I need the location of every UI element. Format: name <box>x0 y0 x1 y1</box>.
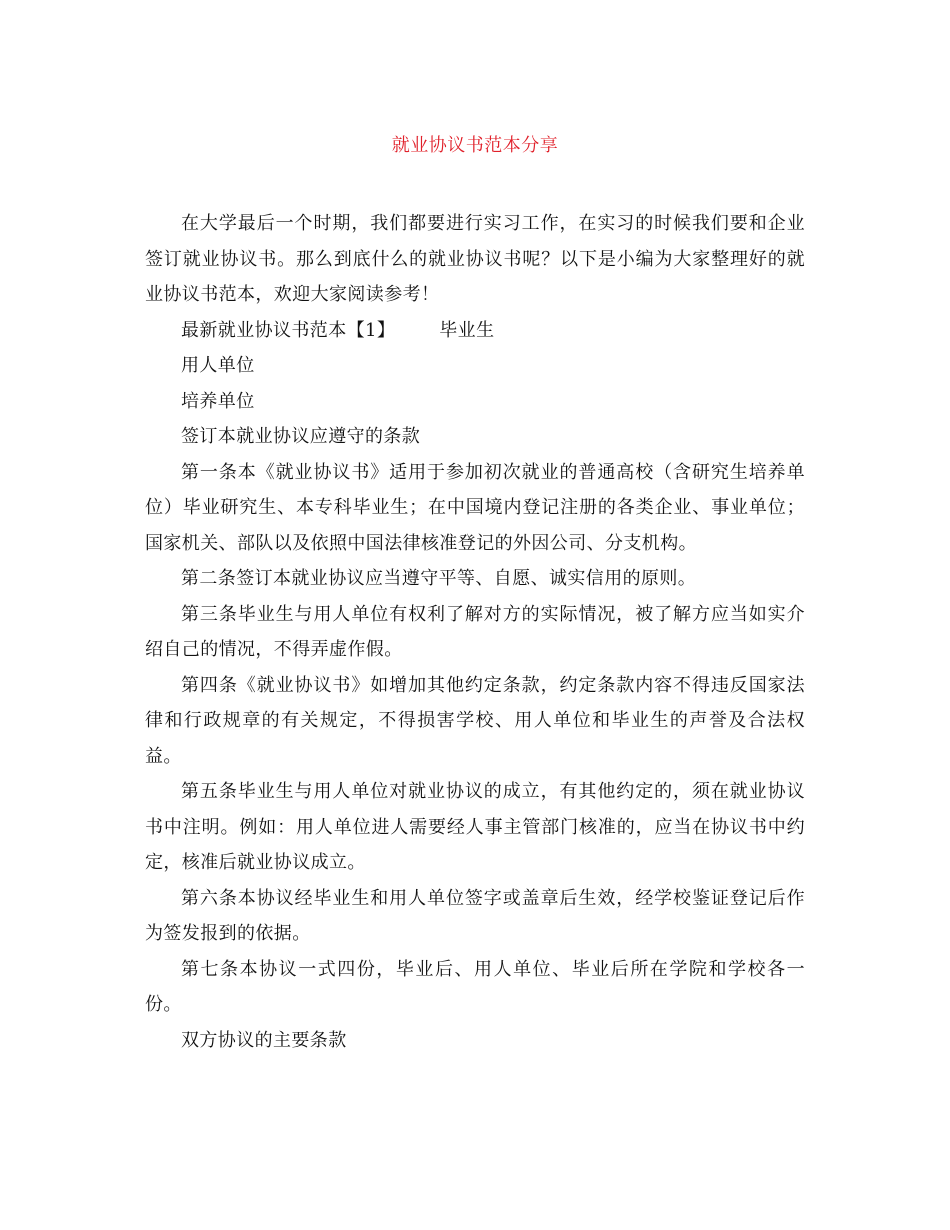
graduate-label: 毕业生 <box>439 319 495 341</box>
employer-label: 用人单位 <box>181 355 255 376</box>
sample-heading-line <box>145 313 805 349</box>
terms-heading: 签订本就业协议应遵守的条款 <box>181 426 421 447</box>
document-body <box>145 206 805 1058</box>
document-title: 就业协议书范本分享 <box>391 135 559 156</box>
main-terms-heading: 双方协议的主要条款 <box>181 1029 347 1051</box>
training-unit-label: 培养单位 <box>181 390 255 412</box>
article-5: 第五条毕业生与用人单位对就业协议的成立，有其他约定的，须在就业协议书中注明。例如：用人单位进人需要经人事主管部门核准的，应当在协议书中约定，核准后就业协议成立。 <box>145 781 805 873</box>
article-6: 第六条本协议经毕业生和用人单位签字或盖章后生效，经学校鉴证登记后作为签发报到的依据。 <box>145 887 805 944</box>
intro-paragraph: 在大学最后一个时期，我们都要进行实习工作，在实习的时候我们要和企业签订就业协议书。那么到底什么的就业协议书呢？以下是小编为大家整理好的就业协议书范本，欢迎大家阅读参考！ <box>145 213 805 305</box>
article-4: 第四条《就业协议书》如增加其他约定条款，约定条款内容不得违反国家法律和行政规章的有关规定，不得损害学校、用人单位和毕业生的声誉及合法权益。 <box>145 674 805 767</box>
article-7: 第七条本协议一式四份，毕业后、用人单位、毕业后所在学院和学校各一份。 <box>145 958 805 1015</box>
article-3: 第三条毕业生与用人单位有权利了解对方的实际情况，被了解方应当如实介绍自己的情况，不得弄虚作假。 <box>145 603 805 660</box>
article-2: 第二条签订本就业协议应当遵守平等、自愿、诚实信用的原则。 <box>181 568 697 589</box>
article-1: 第一条本《就业协议书》适用于参加初次就业的普通高校（含研究生培养单位）毕业研究生、本专科毕业生；在中国境内登记注册的各类企业、事业单位；国家机关、部队以及依照中国法律核准登记的外因公司、分支机构。 <box>145 461 805 554</box>
sample-heading: 最新就业协议书范本【1】 <box>181 319 396 341</box>
